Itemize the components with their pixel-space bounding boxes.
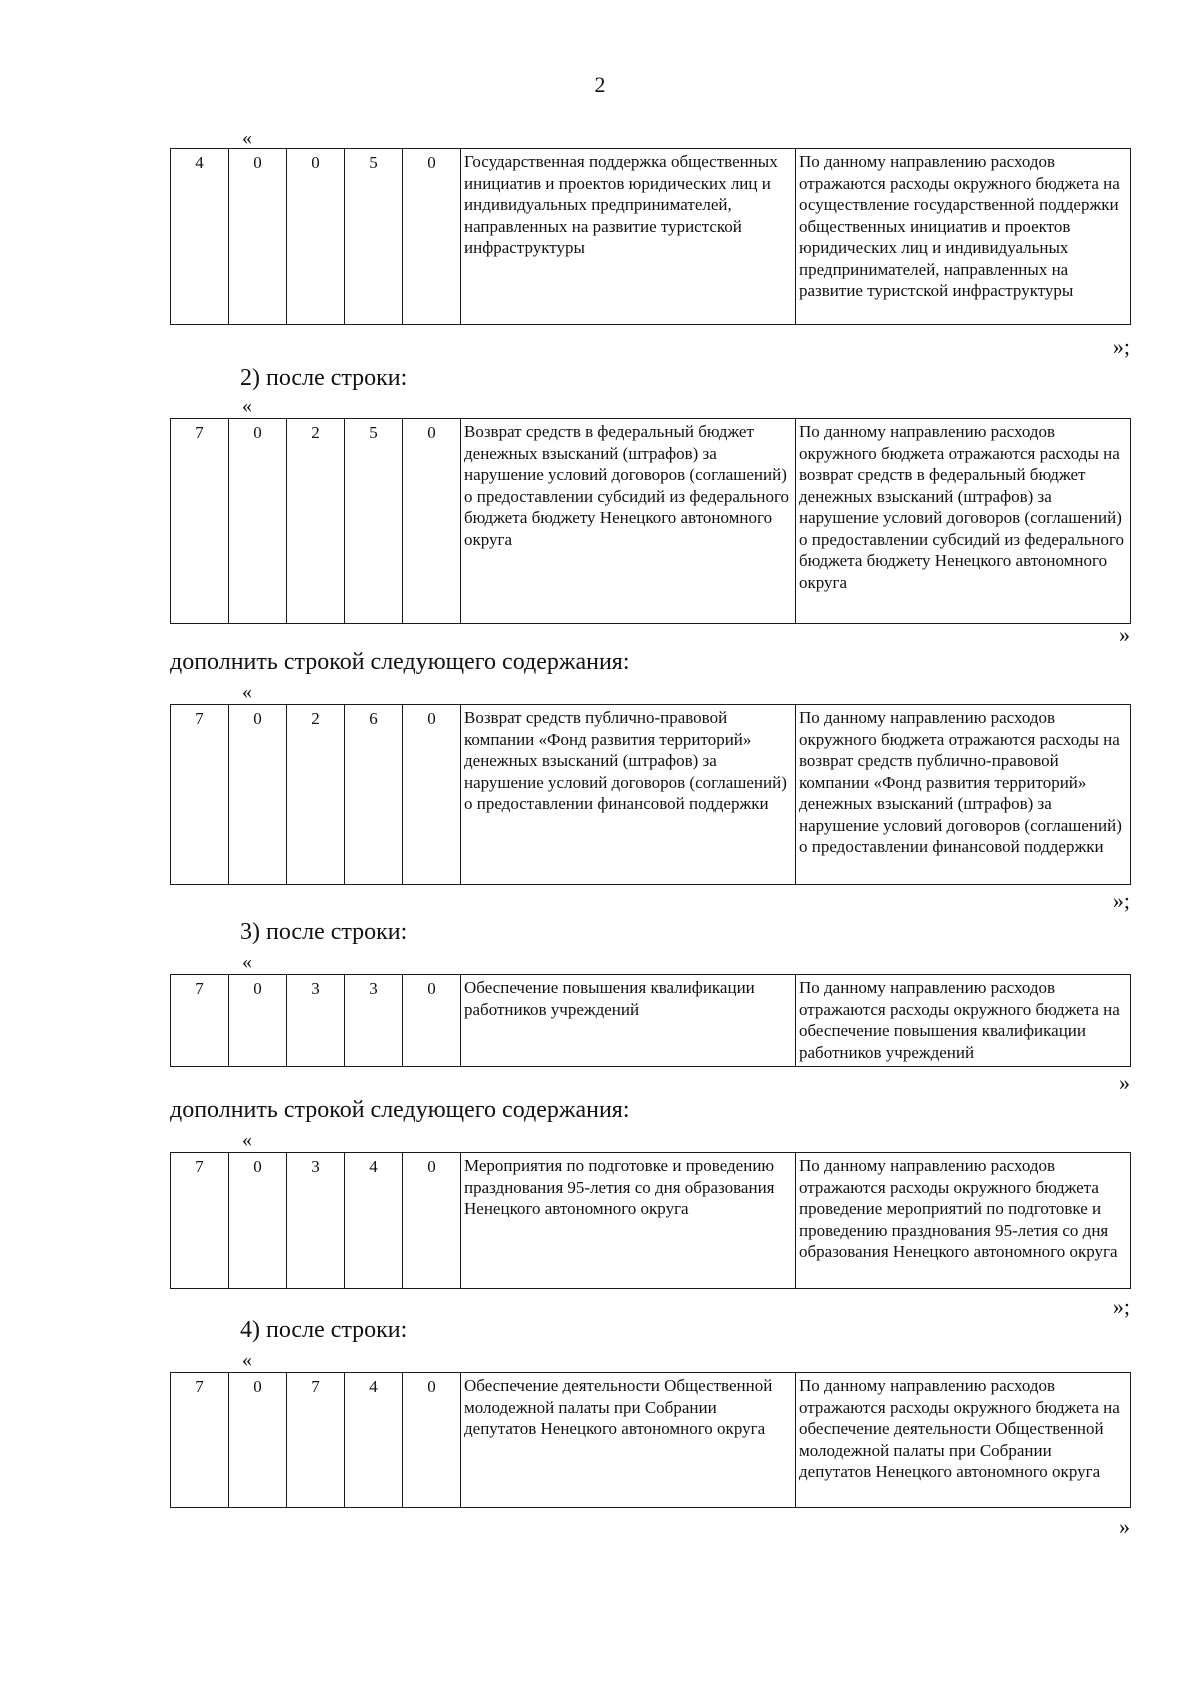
expense-description-cell: По данному направлению расходов отражаются расходы окружного бюджета на обеспечение деятельности Общественной молодежной палаты при Собрании депутатов Ненецкого автономного округа (796, 1373, 1131, 1508)
table-row (171, 149, 1131, 325)
code-digit-4: 5 (345, 149, 403, 325)
code-digit-1: 7 (171, 1153, 229, 1289)
opening-quote: « (242, 1129, 252, 1151)
opening-quote: « (242, 681, 252, 703)
section-heading: 4) после строки: (240, 1317, 408, 1343)
code-digit-1: 7 (171, 419, 229, 624)
code-table (170, 1372, 1131, 1508)
code-table (170, 418, 1131, 624)
closing-quote: » (1119, 1514, 1130, 1539)
closing-quote: »; (1112, 334, 1130, 359)
code-digit-4: 3 (345, 975, 403, 1067)
code-digit-3: 7 (287, 1373, 345, 1508)
expense-name-cell: Государственная поддержка общественных инициатив и проектов юридических лиц и индивидуальных предпринимателей, направленных на развитие туристской инфраструктуры (461, 149, 796, 325)
code-digit-3: 0 (287, 149, 345, 325)
section-2 (170, 395, 1130, 647)
closing-quote: »; (1112, 1294, 1130, 1319)
code-digit-5: 0 (403, 149, 461, 325)
expense-name-cell: Возврат средств публично-правовой компании «Фонд развития территорий» денежных взысканий (штрафов) за нарушение условий договоров (соглашений) о предоставлении финансовой поддержки (461, 705, 796, 885)
code-digit-3: 3 (287, 1153, 345, 1289)
code-table (170, 974, 1131, 1067)
closing-quote: » (1119, 622, 1130, 647)
code-digit-4: 4 (345, 1373, 403, 1508)
code-digit-4: 4 (345, 1153, 403, 1289)
code-digit-5: 0 (403, 1373, 461, 1508)
closing-quote: »; (1112, 888, 1130, 913)
section-heading: 3) после строки: (240, 919, 408, 945)
section-heading: дополнить строкой следующего содержания: (170, 649, 630, 675)
section-4 (170, 951, 1130, 1095)
table-row (171, 419, 1131, 624)
code-digit-1: 7 (171, 705, 229, 885)
expense-name-cell: Возврат средств в федеральный бюджет денежных взысканий (штрафов) за нарушение условий договоров (соглашений) о предоставлении субсидий из федерального бюджета бюджету Ненецкого автономного округа (461, 419, 796, 624)
opening-quote: « (242, 1349, 252, 1371)
code-table (170, 148, 1131, 325)
section-heading: дополнить строкой следующего содержания: (170, 1097, 630, 1123)
code-digit-5: 0 (403, 419, 461, 624)
code-digit-2: 0 (229, 975, 287, 1067)
section-1 (170, 127, 1130, 359)
expense-description-cell: По данному направлению расходов отражаются расходы окружного бюджета на осуществление государственной поддержки общественных инициатив и проектов юридических лиц и индивидуальных предпринимателей, направленных на развитие туристской инфраструктуры (796, 149, 1131, 325)
expense-name-cell: Мероприятия по подготовке и проведению празднования 95-летия со дня образования Ненецкого автономного округа (461, 1153, 796, 1289)
page-number: 2 (594, 72, 606, 97)
table-row (171, 1373, 1131, 1508)
closing-quote: » (1119, 1070, 1130, 1095)
section-heading: 2) после строки: (240, 365, 408, 391)
code-digit-1: 7 (171, 1373, 229, 1508)
expense-name-cell: Обеспечение деятельности Общественной молодежной палаты при Собрании депутатов Ненецкого автономного округа (461, 1373, 796, 1508)
code-digit-2: 0 (229, 1153, 287, 1289)
opening-quote: « (242, 127, 252, 149)
code-table (170, 704, 1131, 885)
code-digit-4: 6 (345, 705, 403, 885)
section-6 (170, 1350, 1130, 1550)
code-digit-4: 5 (345, 419, 403, 624)
code-digit-1: 7 (171, 975, 229, 1067)
code-digit-3: 3 (287, 975, 345, 1067)
code-digit-5: 0 (403, 1153, 461, 1289)
code-table (170, 1152, 1131, 1289)
expense-description-cell: По данному направлению расходов окружного бюджета отражаются расходы на возврат средств публично-правовой компании «Фонд развития территорий» денежных взысканий (штрафов) за нарушение условий договоров (соглашений) о предоставлении финансовой поддержки (796, 705, 1131, 885)
code-digit-2: 0 (229, 705, 287, 885)
section-3 (170, 681, 1130, 913)
code-digit-5: 0 (403, 705, 461, 885)
opening-quote: « (242, 395, 252, 417)
table-row (171, 705, 1131, 885)
code-digit-3: 2 (287, 419, 345, 624)
code-digit-2: 0 (229, 419, 287, 624)
section-5 (170, 1130, 1130, 1330)
expense-description-cell: По данному направлению расходов отражаются расходы окружного бюджета проведение мероприятий по подготовке и проведению празднования 95-летия со дня образования Ненецкого автономного округа (796, 1153, 1131, 1289)
expense-description-cell: По данному направлению расходов окружного бюджета отражаются расходы на возврат средств в федеральный бюджет денежных взысканий (штрафов) за нарушение условий договоров (соглашений) о предоставлении субсидий из федерального бюджета бюджету Ненецкого автономного округа (796, 419, 1131, 624)
expense-name-cell: Обеспечение повышения квалификации работников учреждений (461, 975, 796, 1067)
code-digit-5: 0 (403, 975, 461, 1067)
opening-quote: « (242, 951, 252, 973)
code-digit-2: 0 (229, 149, 287, 325)
table-row (171, 975, 1131, 1067)
code-digit-3: 2 (287, 705, 345, 885)
code-digit-2: 0 (229, 1373, 287, 1508)
code-digit-1: 4 (171, 149, 229, 325)
expense-description-cell: По данному направлению расходов отражаются расходы окружного бюджета на обеспечение повышения квалификации работников учреждений (796, 975, 1131, 1067)
table-row (171, 1153, 1131, 1289)
